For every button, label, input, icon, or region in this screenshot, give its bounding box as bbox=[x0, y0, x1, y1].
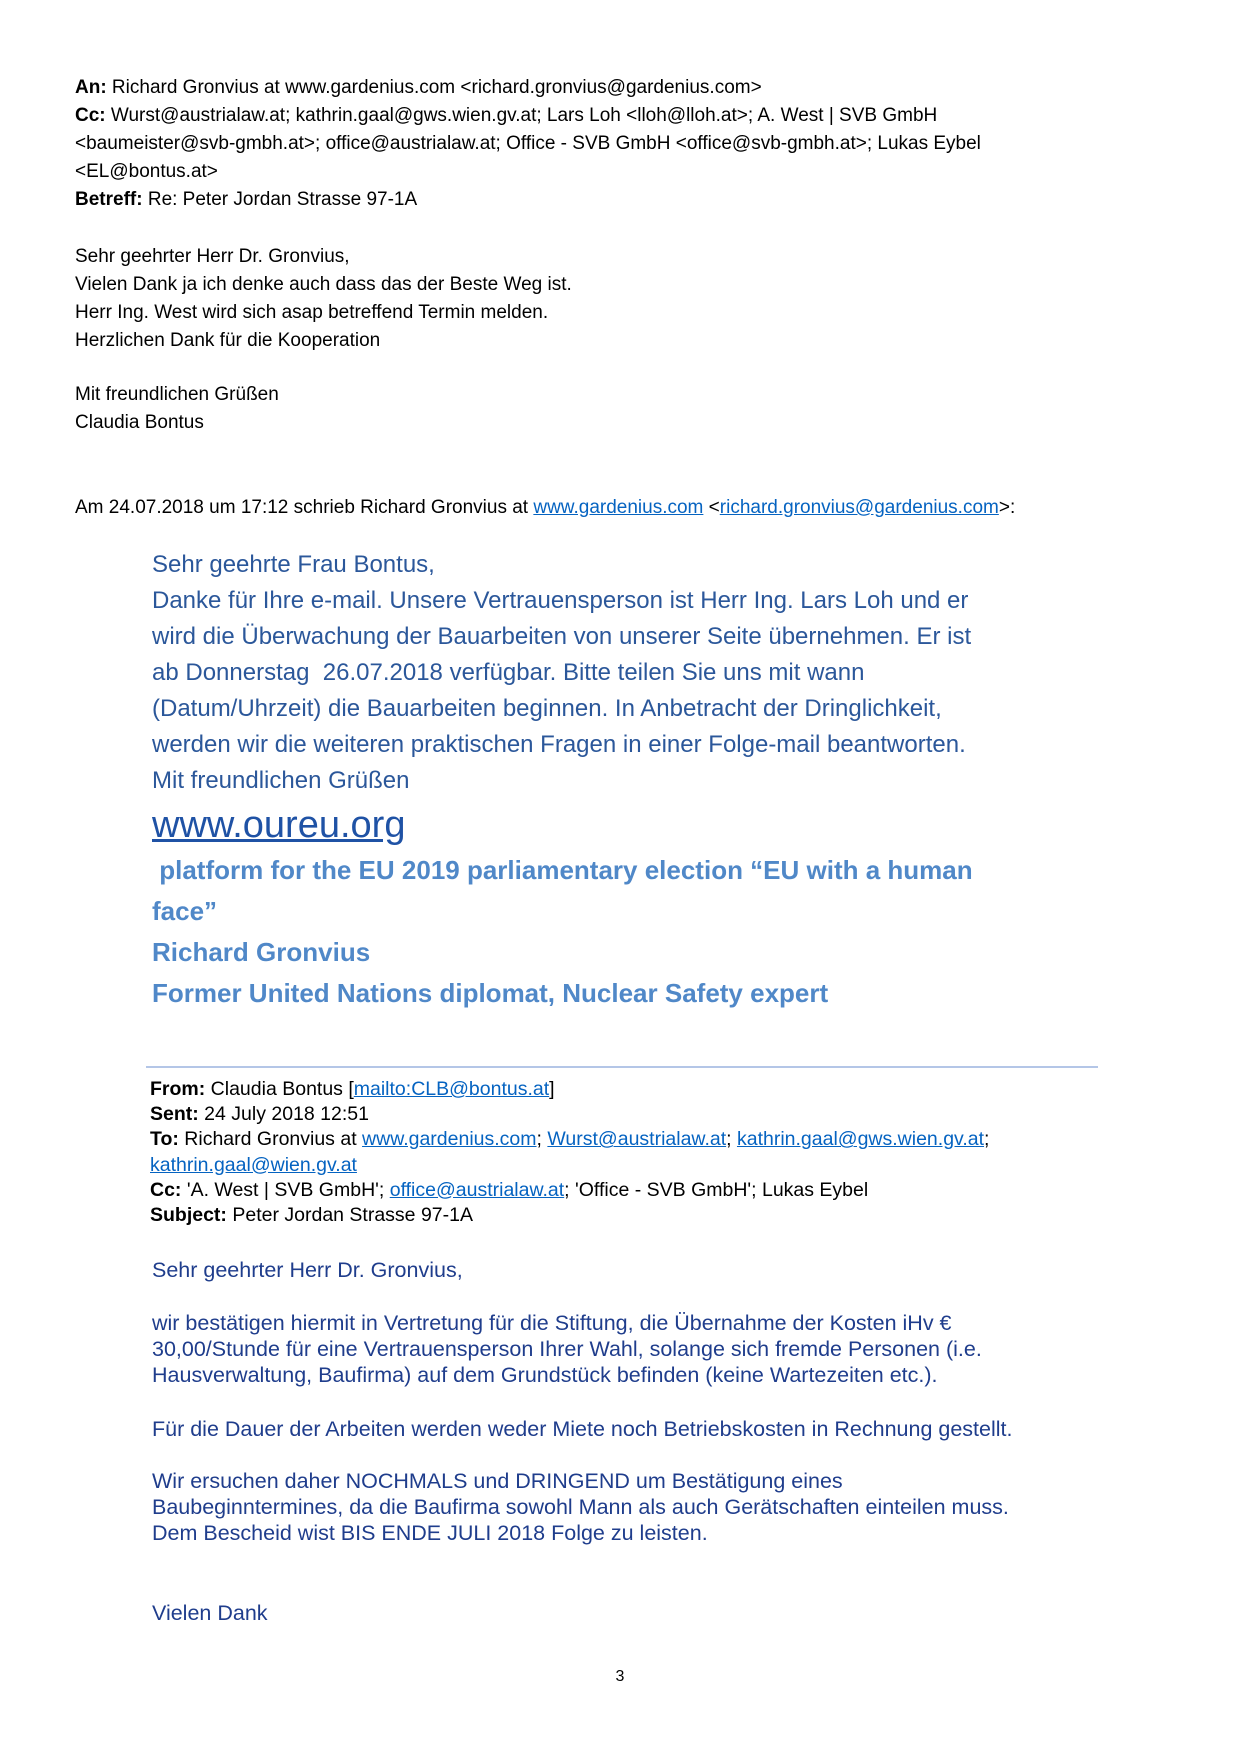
cc-continuation-line: <baumeister@svb-gmbh.at>; office@austrialaw.at; Office - SVB GmbH <office@svb-gmbh.at>; Lukas Eybel bbox=[75, 133, 981, 154]
gaal-wien-email-link[interactable]: kathrin.gaal@wien.gv.at bbox=[150, 1153, 357, 1176]
cc-value: Wurst@austrialaw.at; kathrin.gaal@gws.wien.gv.at; Lars Loh <lloh@lloh.at>; A. West | SVB GmbH bbox=[105, 105, 938, 126]
bontus-mailto-link[interactable]: mailto:CLB@bontus.at bbox=[353, 1078, 550, 1100]
signature-website bbox=[152, 803, 405, 847]
paragraph-line: Baubeginntermines, da die Baufirma sowohl Mann als auch Gerätschaften einteilen muss. bbox=[152, 1495, 1009, 1519]
quoted-closing: Mit freundlichen Grüßen bbox=[152, 767, 410, 794]
signature-title: Former United Nations diplomat, Nuclear Safety expert bbox=[152, 978, 829, 1008]
gardenius-website-link[interactable]: www.gardenius.com bbox=[533, 497, 704, 518]
quoted-line: wird die Überwachung der Bauarbeiten von unserer Seite übernehmen. Er ist bbox=[152, 623, 972, 650]
original-from-line bbox=[150, 1077, 989, 1102]
original-to-label: To: bbox=[150, 1128, 179, 1151]
reply-line: Vielen Dank ja ich denke auch dass das der Beste Weg ist. bbox=[75, 274, 572, 295]
reply-sender-name: Claudia Bontus bbox=[75, 412, 204, 433]
email-header bbox=[75, 74, 981, 214]
quoted-line: (Datum/Uhrzeit) die Bauarbeiten beginnen. In Anbetracht der Dringlichkeit, bbox=[152, 695, 942, 722]
paragraph-line: Hausverwaltung, Baufirma) auf dem Grundstück befinden (keine Wartezeiten etc.). bbox=[152, 1363, 938, 1387]
original-from-text: Claudia Bontus [ bbox=[205, 1078, 354, 1100]
paragraph-line: Dem Bescheid wist BIS ENDE JULI 2018 Folge zu leisten. bbox=[152, 1521, 708, 1545]
original-subject-label: Subject: bbox=[150, 1203, 227, 1226]
quoted-line: ab Donnerstag 26.07.2018 verfügbar. Bitte teilen Sie uns mit wann bbox=[152, 659, 865, 686]
quoted-line: werden wir die weiteren praktischen Fragen in einer Folge-mail beantworten. bbox=[152, 731, 966, 758]
original-cc-label: Cc: bbox=[150, 1178, 182, 1201]
original-subject-line bbox=[150, 1203, 989, 1228]
original-sent-label: Sent: bbox=[150, 1103, 199, 1126]
original-paragraph bbox=[152, 1416, 1012, 1442]
original-from-label: From: bbox=[150, 1078, 206, 1100]
subject-value: Re: Peter Jordan Strasse 97-1A bbox=[142, 189, 418, 210]
original-cc-text: 'A. West | SVB GmbH'; bbox=[181, 1178, 390, 1201]
quoted-signature bbox=[152, 850, 973, 1014]
signature-tagline: face” bbox=[152, 896, 218, 926]
recipient-trailing-separator: ; bbox=[984, 1128, 990, 1151]
original-cc-text-end: ; 'Office - SVB GmbH'; Lukas Eybel bbox=[564, 1178, 869, 1201]
quoted-greeting: Sehr geehrte Frau Bontus, bbox=[152, 551, 435, 578]
message-separator bbox=[146, 1066, 1098, 1068]
reply-line: Herr Ing. West wird sich asap betreffend Termin melden. bbox=[75, 302, 549, 323]
signature-tagline: platform for the EU 2019 parliamentary election “EU with a human bbox=[152, 855, 973, 885]
recipient-separator: ; bbox=[536, 1128, 548, 1151]
original-to-text: Richard Gronvius at bbox=[178, 1128, 363, 1151]
gardenius-website-link[interactable]: www.gardenius.com bbox=[362, 1128, 537, 1151]
original-message-header bbox=[150, 1077, 989, 1228]
office-austrialaw-email-link[interactable]: office@austrialaw.at bbox=[389, 1178, 565, 1201]
original-subject-value: Peter Jordan Strasse 97-1A bbox=[226, 1203, 473, 1226]
original-to-continuation bbox=[150, 1153, 989, 1178]
cc-label: Cc: bbox=[75, 105, 106, 126]
original-cc-line bbox=[150, 1178, 989, 1203]
paragraph-line: wir bestätigen hiermit in Vertretung für die Stiftung, die Übernahme der Kosten iHv € bbox=[152, 1311, 952, 1335]
original-paragraph bbox=[152, 1310, 982, 1388]
original-greeting: Sehr geehrter Herr Dr. Gronvius, bbox=[152, 1258, 463, 1282]
gronvius-email-link[interactable]: richard.gronvius@gardenius.com bbox=[719, 497, 999, 518]
reply-greeting: Sehr geehrter Herr Dr. Gronvius, bbox=[75, 246, 350, 267]
original-paragraph bbox=[152, 1468, 1009, 1546]
to-line bbox=[75, 74, 981, 102]
paragraph-line: Für die Dauer der Arbeiten werden weder Miete noch Betriebskosten in Rechnung gestellt. bbox=[152, 1417, 1013, 1441]
original-to-line bbox=[150, 1127, 989, 1152]
quote-attribution-line bbox=[75, 494, 1015, 522]
signature-website-line bbox=[152, 803, 405, 847]
paragraph-line: 30,00/Stunde für eine Vertrauensperson Ihrer Wahl, solange sich fremde Personen (i.e. bbox=[152, 1337, 982, 1361]
to-label: An: bbox=[75, 77, 107, 98]
quoted-line: Danke für Ihre e-mail. Unsere Vertrauensperson ist Herr Ing. Lars Loh und er bbox=[152, 587, 969, 614]
page-number: 3 bbox=[615, 1668, 625, 1685]
original-greeting-block bbox=[152, 1257, 463, 1283]
attribution-text: Am 24.07.2018 um 17:12 schrieb Richard Gronvius at bbox=[75, 497, 534, 518]
cc-line bbox=[75, 102, 981, 130]
gaal-gws-email-link[interactable]: kathrin.gaal@gws.wien.gv.at bbox=[736, 1128, 985, 1151]
subject-label: Betreff: bbox=[75, 189, 143, 210]
subject-line bbox=[75, 186, 981, 214]
wurst-email-link[interactable]: Wurst@austrialaw.at bbox=[547, 1128, 727, 1151]
reply-signoff bbox=[75, 381, 279, 437]
quoted-message bbox=[152, 547, 971, 799]
reply-closing: Mit freundlichen Grüßen bbox=[75, 384, 279, 405]
paragraph-line: Wir ersuchen daher NOCHMALS und DRINGEND um Bestätigung eines bbox=[152, 1469, 843, 1493]
to-value: Richard Gronvius at www.gardenius.com <richard.gronvius@gardenius.com> bbox=[106, 77, 762, 98]
original-from-bracket: ] bbox=[549, 1078, 555, 1100]
recipient-separator: ; bbox=[726, 1128, 737, 1151]
cc-continuation-line: <EL@bontus.at> bbox=[75, 161, 218, 182]
signature-name: Richard Gronvius bbox=[152, 937, 371, 967]
original-sent-line bbox=[150, 1102, 989, 1127]
quote-attribution bbox=[75, 494, 1015, 522]
original-sent-value: 24 July 2018 12:51 bbox=[198, 1103, 369, 1126]
original-closing-block bbox=[152, 1600, 268, 1626]
reply-line: Herzlichen Dank für die Kooperation bbox=[75, 330, 381, 351]
original-closing: Vielen Dank bbox=[152, 1601, 268, 1625]
attribution-bracket-open: < bbox=[703, 497, 720, 518]
attribution-bracket-close: >: bbox=[998, 497, 1016, 518]
reply-body bbox=[75, 243, 572, 355]
oureu-website-link[interactable]: www.oureu.org bbox=[152, 804, 406, 846]
